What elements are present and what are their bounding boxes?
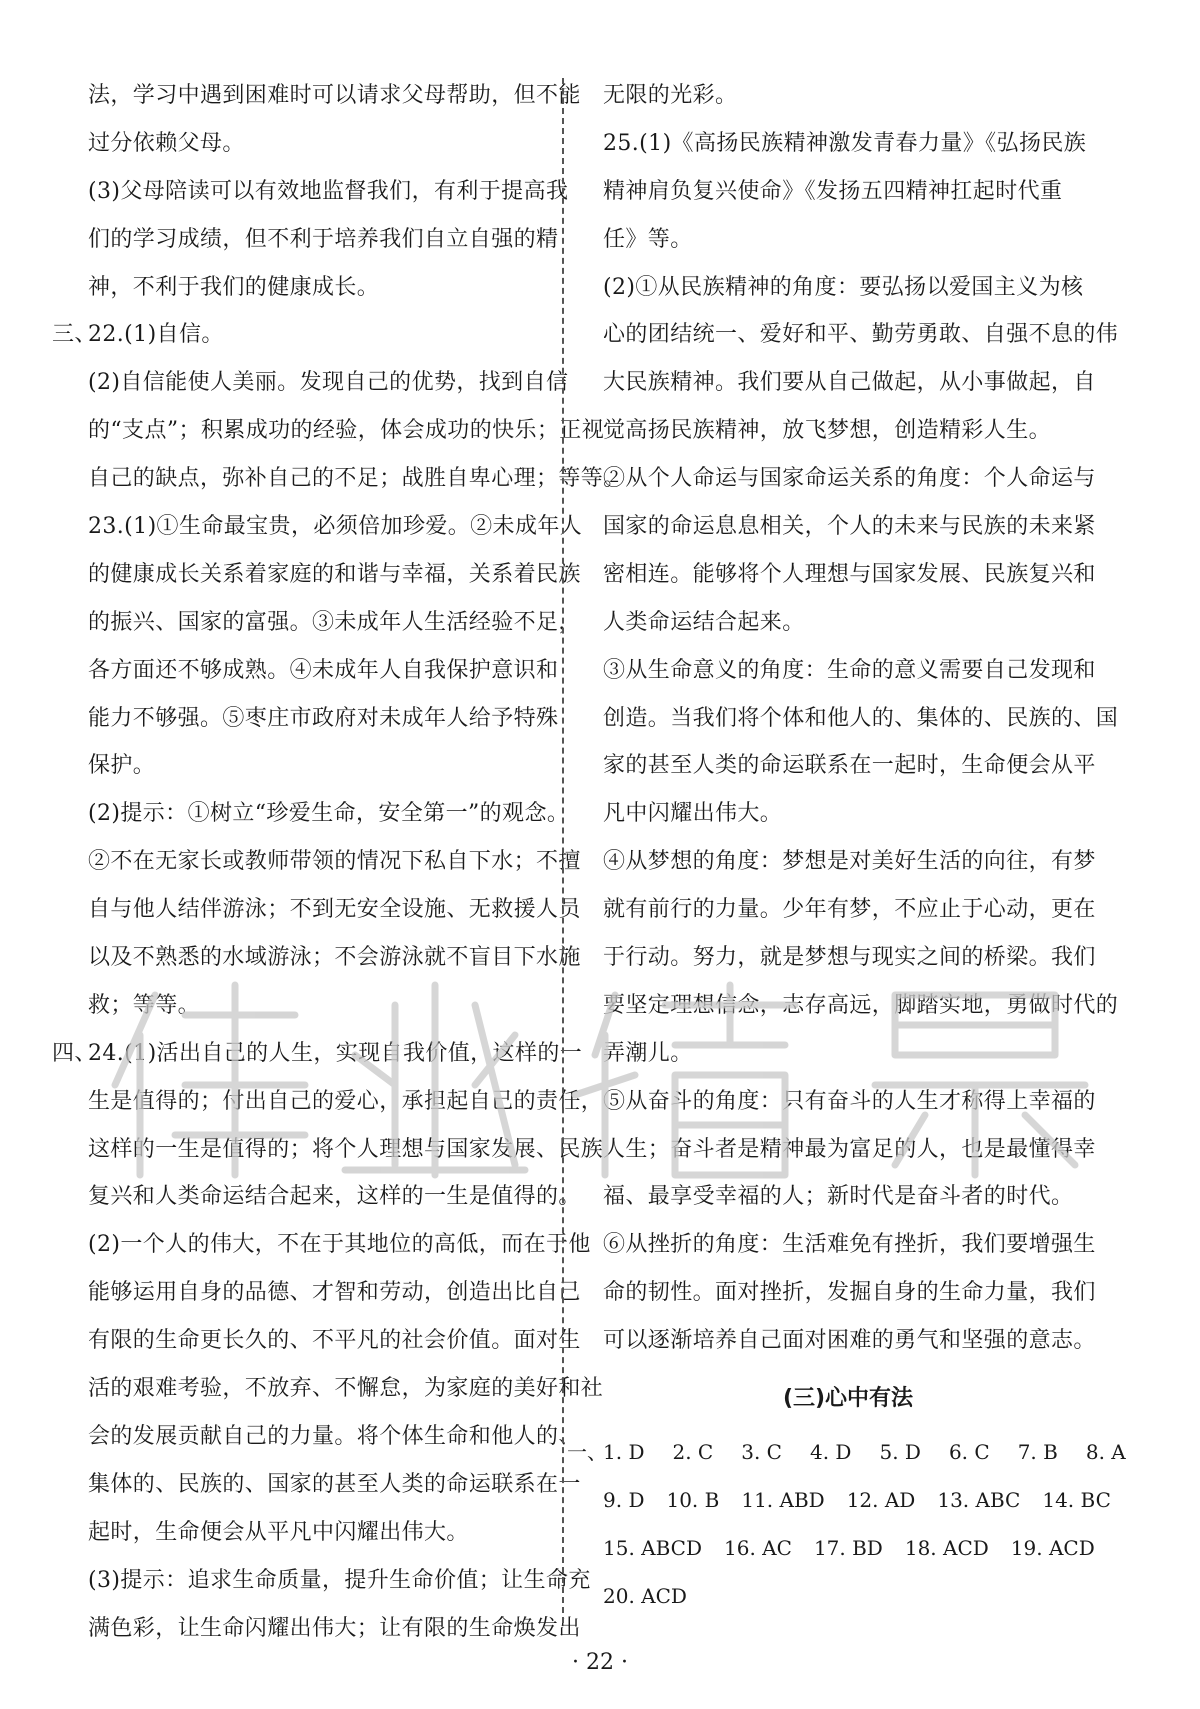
line-text: 的振兴、国家的富强。③未成年人生活经验不足，	[88, 609, 581, 635]
left-text-line	[52, 503, 583, 551]
right-text-line: 人类命运结合起来。	[603, 609, 805, 635]
right-text-line: 就有前行的力量。少年有梦，不应止于心动，更在	[603, 897, 1096, 923]
line-text: (2)提示：①树立“珍爱生命，安全第一”的观念。	[88, 801, 570, 827]
line-text: 24.(1)活出自己的人生，实现自我价值，这样的一	[88, 1040, 583, 1066]
answer-item: 11. ABD	[741, 1487, 825, 1512]
line-text: 22.(1)自信。	[88, 322, 224, 348]
right-text-line: 无限的光彩。	[603, 83, 738, 108]
left-text-line	[52, 72, 581, 120]
line-text: 23.(1)①生命最宝贵，必须倍加珍爱。②未成年人	[88, 514, 583, 540]
left-text-line	[52, 1413, 581, 1461]
left-text-line	[52, 1461, 581, 1509]
right-text-line: ③从生命意义的角度：生命的意义需要自己发现和	[603, 657, 1096, 683]
right-text-line: 觉高扬民族精神，放飞梦想，创造精彩人生。	[603, 418, 1052, 444]
left-text-line	[52, 216, 559, 264]
answer-item: 5. D	[879, 1440, 921, 1465]
line-text: 满色彩，让生命闪耀出伟大；让有限的生命焕发出	[88, 1615, 581, 1641]
right-text-line: 凡中闪耀出伟大。	[603, 801, 783, 827]
left-text-line	[52, 120, 550, 168]
left-text-line	[52, 359, 569, 407]
answer-row	[603, 1477, 1111, 1525]
answer-item: 14. BC	[1042, 1487, 1111, 1512]
right-text-line: 25.(1)《高扬民族精神激发青春力量》《弘扬民族	[603, 130, 1087, 156]
right-text-line: 福、最享受幸福的人；新时代是奋斗者的时代。	[603, 1184, 1074, 1210]
left-text-line	[52, 647, 559, 695]
right-text-line: 弄潮儿。	[603, 1040, 693, 1066]
left-text-line	[52, 1030, 583, 1078]
answer-item: 8. A	[1085, 1440, 1126, 1465]
left-text-line	[52, 1221, 591, 1269]
line-text: 神，不利于我们的健康成长。	[88, 274, 380, 300]
answer-item: 6. C	[948, 1440, 990, 1465]
right-text-line: 要坚定理想信念，志存高远，脚踏实地，勇做时代的	[603, 992, 1119, 1018]
line-text: 生是值得的；付出自己的爱心，承担起自己的责任，	[88, 1088, 604, 1114]
line-text: ②不在无家长或教师带领的情况下私自下水；不擅	[88, 849, 581, 875]
line-text: 以及不熟悉的水域游泳；不会游泳就不盲目下水施	[88, 945, 581, 971]
left-text-line	[52, 407, 605, 455]
left-text-line	[52, 1365, 604, 1413]
answer-item: 20. ACD	[603, 1583, 687, 1608]
line-text: 集体的、民族的、国家的甚至人类的命运联系在一	[88, 1471, 581, 1497]
right-text-line: 可以逐渐培养自己面对困难的勇气和坚强的意志。	[603, 1328, 1096, 1354]
right-text-lines	[603, 72, 1119, 1365]
answer-item: 17. BD	[813, 1535, 883, 1560]
left-text-line	[52, 1269, 581, 1317]
line-text: 的健康成长关系着家庭的和谐与幸福，关系着民族	[88, 561, 581, 587]
answer-item: 7. B	[1017, 1440, 1058, 1465]
answer-item: 19. ACD	[1010, 1535, 1095, 1560]
answer-item: 18. ACD	[904, 1535, 989, 1560]
answer-item: 10. B	[666, 1487, 720, 1512]
line-text: 各方面还不够成熟。④未成年人自我保护意识和	[88, 657, 559, 683]
line-text: 保护。	[88, 753, 156, 779]
answer-item: 2. C	[672, 1440, 714, 1465]
answer-row	[567, 1429, 1126, 1477]
answer-row	[603, 1573, 1093, 1621]
right-text-line: 命的韧性。面对挫折，发掘自身的生命力量，我们	[603, 1280, 1096, 1306]
line-text: 救；等等。	[88, 992, 201, 1018]
line-text: 能力不够强。⑤枣庄市政府对未成年人给予特殊	[88, 705, 559, 731]
left-text-line	[52, 886, 581, 934]
left-text-line	[52, 311, 550, 359]
left-text-line	[52, 982, 550, 1030]
line-text: (3)提示：追求生命质量，提升生命价值；让生命充	[88, 1567, 591, 1593]
left-text-line	[52, 168, 569, 216]
column-divider	[562, 78, 564, 1623]
left-text-line	[52, 934, 581, 982]
answer-item: 4. D	[809, 1440, 852, 1465]
right-text-line: 密相连。能够将个人理想与国家发展、民族复兴和	[603, 561, 1096, 587]
line-text: (3)父母陪读可以有效地监督我们，有利于提高我	[88, 178, 569, 204]
right-text-line: 任》等。	[603, 226, 693, 252]
answer-row	[603, 1525, 1093, 1573]
left-text-line	[52, 1317, 581, 1365]
right-text-line: 心的团结统一、爱好和平、勤劳勇敢、自强不息的伟	[603, 322, 1119, 348]
line-text: 起时，生命便会从平凡中闪耀出伟大。	[88, 1519, 469, 1545]
right-text-line: 精神肩负复兴使命》《发扬五四精神扛起时代重	[603, 178, 1063, 204]
section-marker: 三、	[52, 322, 97, 348]
left-text-line	[52, 695, 559, 743]
answer-item: 16. AC	[724, 1535, 792, 1560]
left-text-line	[52, 1173, 581, 1221]
line-text: (2)自信能使人美丽。发现自己的优势，找到自信	[88, 370, 569, 396]
line-text: 自与他人结伴游泳；不到无安全设施、无救援人员	[88, 897, 581, 923]
line-text: 有限的生命更长久的、不平凡的社会价值。面对生	[88, 1328, 581, 1354]
line-text: 法，学习中遇到困难时可以请求父母帮助，但不能	[88, 83, 581, 108]
left-text-line	[52, 1078, 604, 1126]
left-text-line	[52, 838, 581, 886]
right-text-line: 家的甚至人类的命运联系在一起时，生命便会从平	[603, 753, 1096, 779]
section-title: (三)心中有法	[782, 1386, 914, 1412]
right-column	[567, 72, 1126, 1621]
left-text-line	[52, 1126, 604, 1174]
line-text: 自己的缺点，弥补自己的不足；战胜自卑心理；等等。	[88, 466, 626, 492]
page-number: · 22 ·	[572, 1650, 628, 1675]
line-text: 复兴和人类命运结合起来，这样的一生是值得的。	[88, 1184, 581, 1210]
line-text: (2)一个人的伟大，不在于其地位的高低，而在于他	[88, 1232, 591, 1258]
left-text-line	[52, 551, 581, 599]
answer-item: 15. ABCD	[603, 1535, 703, 1560]
right-text-line: ②从个人命运与国家命运关系的角度：个人命运与	[603, 466, 1096, 492]
line-text: 活的艰难考验，不放弃、不懈怠，为家庭的美好和社	[88, 1376, 604, 1402]
left-text-line	[52, 455, 626, 503]
right-text-line: (2)①从民族精神的角度：要弘扬以爱国主义为核	[603, 274, 1084, 300]
right-text-line: ④从梦想的角度：梦想是对美好生活的向往，有梦	[603, 849, 1096, 875]
section-marker: 四、	[52, 1040, 97, 1066]
answer-item: 13. ABC	[937, 1487, 1021, 1512]
right-text-line: 人生；奋斗者是精神最为富足的人，也是最懂得幸	[603, 1136, 1096, 1162]
line-text: 们的学习成绩，但不利于培养我们自立自强的精	[88, 226, 559, 252]
right-text-line: 大民族精神。我们要从自己做起，从小事做起，自	[603, 370, 1096, 396]
left-text-line	[52, 264, 550, 312]
left-text-line	[52, 742, 550, 790]
line-text: 过分依赖父母。	[88, 130, 245, 156]
answer-item: 9. D	[603, 1487, 645, 1512]
line-text: 能够运用自身的品德、才智和劳动，创造出比自己	[88, 1280, 581, 1306]
line-text: 的“支点”；积累成功的经验，体会成功的快乐；正视	[88, 418, 605, 444]
multiple-choice-answers	[567, 1429, 1126, 1621]
line-text: 这样的一生是值得的；将个人理想与国家发展、民族	[88, 1136, 604, 1162]
right-text-line: 于行动。努力，就是梦想与现实之间的桥梁。我们	[603, 945, 1096, 971]
answer-item: 1. D	[603, 1440, 645, 1465]
left-text-line	[52, 599, 581, 647]
left-text-line	[52, 1557, 591, 1605]
left-text-line	[52, 790, 570, 838]
right-text-line: 国家的命运息息相关，个人的未来与民族的未来紧	[603, 514, 1096, 540]
section-marker: 一、	[567, 1440, 607, 1465]
line-text: 会的发展贡献自己的力量。将个体生命和他人的、	[88, 1423, 581, 1449]
answer-item: 3. C	[741, 1440, 782, 1465]
answer-item: 12. AD	[846, 1487, 916, 1512]
left-text-line	[52, 1605, 581, 1653]
left-text-line	[52, 1509, 550, 1557]
right-text-line: 创造。当我们将个体和他人的、集体的、民族的、国	[603, 705, 1119, 731]
right-text-line: ⑤从奋斗的角度：只有奋斗的人生才称得上幸福的	[603, 1088, 1096, 1114]
right-text-line: ⑥从挫折的角度：生活难免有挫折，我们要增强生	[603, 1232, 1096, 1258]
